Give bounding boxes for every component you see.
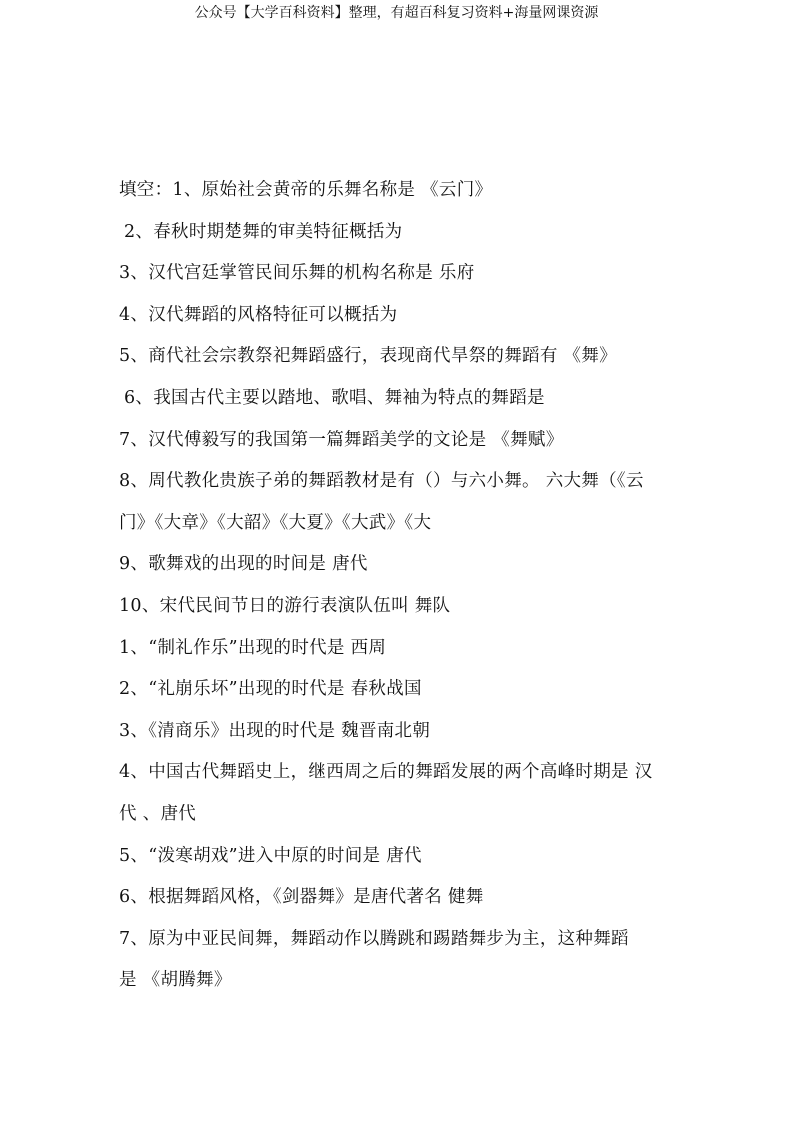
text-line-6: 6、我国古代主要以踏地、歌唱、舞袖为特点的舞蹈是 — [124, 387, 545, 408]
text-line-4: 4、汉代舞蹈的风格特征可以概括为 — [119, 304, 398, 325]
text-line-17: 5、“泼寒胡戏”进入中原的时间是 唐代 — [119, 845, 422, 866]
text-line-14: 3、《清商乐》出现的时代是 魏晋南北朝 — [119, 720, 431, 741]
text-line-3: 3、汉代宫廷掌管民间乐舞的机构名称是 乐府 — [119, 263, 475, 284]
text-line-12: 1、“制礼作乐”出现的时代是 西周 — [119, 637, 387, 658]
text-line-19: 7、原为中亚民间舞，舞蹈动作以腾跳和踢踏舞步为主，这种舞蹈 — [119, 928, 629, 949]
text-line-15: 4、中国古代舞蹈史上，继西周之后的舞蹈发展的两个高峰时期是 汉 — [119, 762, 653, 783]
text-line-10: 9、歌舞戏的出现的时间是 唐代 — [119, 554, 368, 575]
text-line-1: 填空：1、原始社会黄帝的乐舞名称是 《云门》 — [119, 180, 493, 200]
text-line-5: 5、商代社会宗教祭祀舞蹈盛行，表现商代旱祭的舞蹈有 《舞》 — [119, 346, 617, 367]
page-header: 公众号【大学百科资料】整理，有超百科复习资料+海量网课资源 — [194, 5, 599, 21]
text-line-8: 8、周代教化贵族子弟的舞蹈教材是有（）与六小舞。 六大舞（《云 — [119, 471, 644, 492]
text-line-7: 7、汉代傅毅写的我国第一篇舞蹈美学的文论是 《舞赋》 — [119, 429, 564, 450]
document-body — [119, 170, 684, 1002]
text-line-9: 门》《大章》《大韶》《大夏》《大武》《大 — [119, 512, 432, 533]
text-line-16: 代 、唐代 — [119, 803, 197, 824]
text-line-11: 10、宋代民间节日的游行表演队伍叫 舞队 — [119, 595, 451, 616]
text-line-2: 2、春秋时期楚舞的审美特征概括为 — [124, 221, 403, 242]
text-line-20: 是 《胡腾舞》 — [119, 970, 232, 991]
text-line-18: 6、根据舞蹈风格，《剑器舞》是唐代著名 健舞 — [119, 887, 484, 908]
text-line-13: 2、“礼崩乐坏”出现的时代是 春秋战国 — [119, 679, 422, 700]
